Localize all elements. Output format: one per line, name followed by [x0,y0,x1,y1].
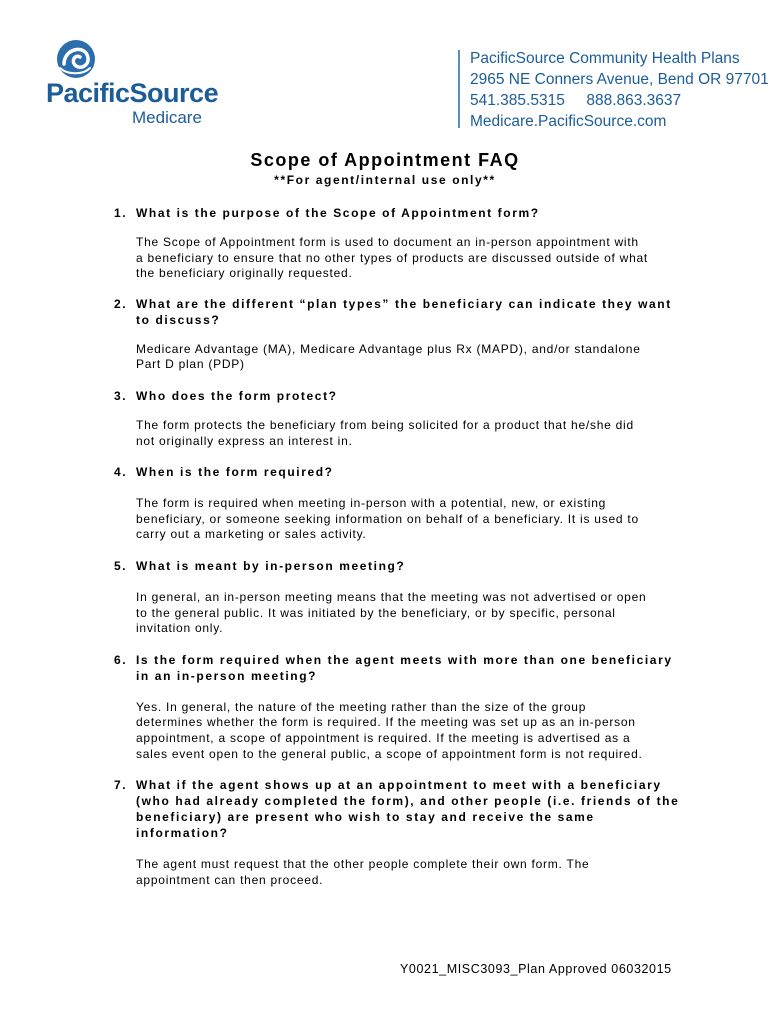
faq-question [114,777,684,841]
faq-item [114,464,684,543]
faq-number: 5. [114,558,128,573]
faq-item [114,558,684,637]
faq-list [114,205,684,888]
address-divider [458,50,460,128]
faq-answer: The form protects the beneficiary from being solicited for a product that he/she did not originally express an interest in. [136,417,634,448]
document-subtitle: **For agent/internal use only** [274,173,496,187]
pacificsource-logo [46,38,219,130]
faq-question [114,205,684,221]
contact-address [470,48,769,132]
faq-question-text: Is the form required when the agent meets with more than one beneficiary in an in-person meeting? [136,652,673,683]
faq-number: 6. [114,652,128,667]
faq-question-text: Who does the form protect? [136,388,338,403]
faq-question-text: What if the agent shows up at an appointment to meet with a beneficiary (who had already completed the form), and other people (i.e. friends of the beneficiary) are present who wish to stay and receive the same information? [136,778,680,841]
faq-question-text: What are the different “plan types” the beneficiary can indicate they want to discuss? [136,296,672,327]
faq-question-text: What is meant by in-person meeting? [136,558,406,573]
brand-name: PacificSource [46,78,219,108]
faq-answer: In general, an in-person meeting means that the meeting was not advertised or open to the general public. It was initiated by the beneficiary, or by specific, personal invitation only. [136,589,647,636]
faq-question-text: When is the form required? [136,465,334,480]
address-line-organization: PacificSource Community Health Plans [470,50,740,67]
faq-answer: The form is required when meeting in-person with a potential, new, or existing beneficiary, or someone seeking information on behalf of a beneficiary. It is used to carry out a marketing or sales activity. [136,496,639,542]
document-footer-code: Y0021_MISC3093_Plan Approved 06032015 [400,962,672,976]
brand-subname: Medicare [132,108,202,127]
faq-answer: Medicare Advantage (MA), Medicare Advantage plus Rx (MAPD), and/or standalone Part D plan (PDP) [136,341,641,372]
faq-item [114,777,684,888]
faq-item [114,388,684,449]
faq-number: 2. [114,296,128,311]
faq-number: 3. [114,388,128,403]
faq-answer: The Scope of Appointment form is used to document an in-person appointment with a beneficiary to ensure that no other types of products are discussed outside of what the beneficiary originally requested. [136,235,649,281]
address-line-phones: 541.385.5315 888.863.3637 [470,92,682,109]
faq-number: 4. [114,465,128,480]
faq-answer: The agent must request that the other people complete their own form. The appointment can then proceed. [136,857,590,887]
faq-item [114,205,684,282]
faq-question [114,388,684,404]
faq-item [114,652,684,762]
faq-question [114,652,684,684]
address-line-website: Medicare.PacificSource.com [470,113,667,130]
faq-item [114,296,684,373]
faq-answer: Yes. In general, the nature of the meeting rather than the size of the group determines whether the form is required. If the meeting was set up as an in-person appointment, a scope of appointment is required. If the meeting is advertised as a sales event open to the general public, a scope of appointment form is not required. [136,699,643,761]
faq-number: 7. [114,778,128,793]
faq-question-text: What is the purpose of the Scope of Appointment form? [136,206,540,220]
address-line-street: 2965 NE Conners Avenue, Bend OR 97701 [470,71,769,88]
faq-question [114,296,684,328]
document-title: Scope of Appointment FAQ [250,150,520,170]
faq-question [114,464,684,480]
faq-number: 1. [114,206,128,220]
wave-emblem-icon [56,38,96,80]
faq-question [114,558,684,574]
